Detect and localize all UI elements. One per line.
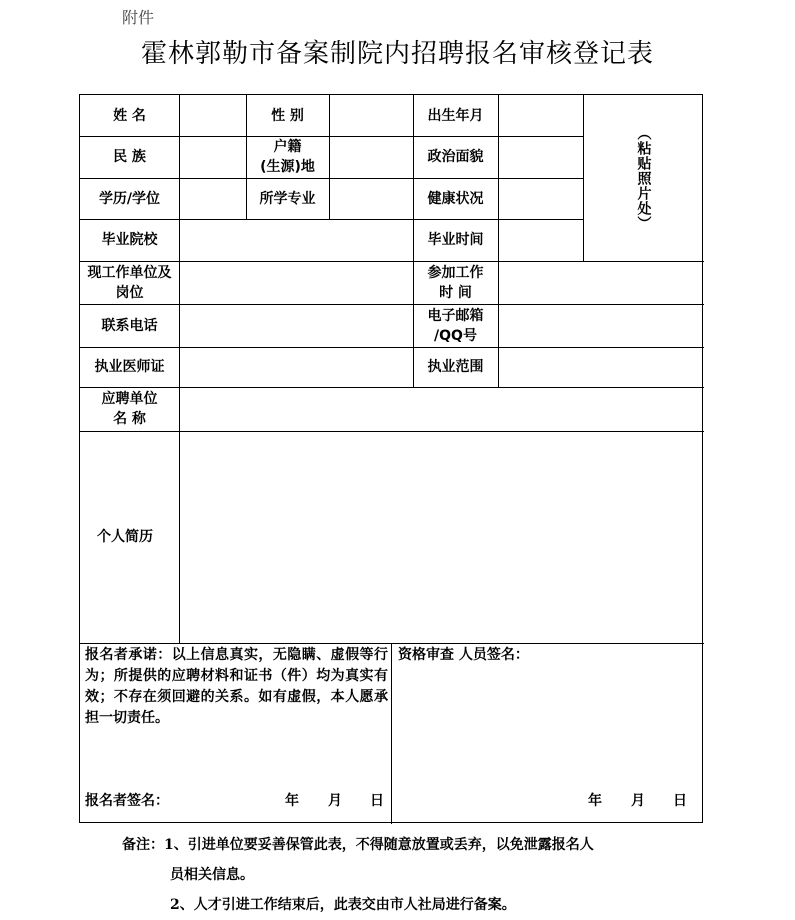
pledge-text: 报名者承诺：以上信息真实，无隐瞒、虚假等行为；所提供的应聘材料和证书（件）均为真实有效；不存在须回避的关系。如有虚假，本人愿承担一切责任。 [85,647,388,726]
email-label: 电子邮箱 /QQ号 [427,307,484,344]
review-date-day: 日 [673,793,687,809]
applicant-date-year: 年 [285,793,299,809]
note-line-1: 备注：1、引进单位要妥善保管此表，不得随意放置或丢弃，以免泄露报名人 [122,837,594,853]
birth-field[interactable] [498,95,583,136]
attachment-label: 附件 [122,8,155,27]
major-field[interactable] [329,178,413,219]
education-field[interactable] [179,178,246,219]
scope-label: 执业范围 [427,359,484,375]
photo-placeholder[interactable] [583,95,704,261]
hukou-label: 户籍 (生源)地 [260,139,315,175]
resume-field[interactable] [179,431,704,643]
current-job-field[interactable] [179,261,413,304]
license-label: 执业医师证 [94,359,165,375]
ethnicity-field[interactable] [179,136,246,178]
health-label: 健康状况 [427,190,484,207]
applicant-date-month: 月 [328,793,342,809]
page-title: 霍林郭勒市备案制院内招聘报名审核登记表 [140,39,654,69]
review-date-month: 月 [631,793,645,809]
health-field[interactable] [498,178,583,219]
resume-label: 个人简历 [97,529,153,545]
hukou-field[interactable] [329,136,413,178]
gender-label: 性 别 [271,107,304,124]
name-label: 姓 名 [113,107,146,124]
review-signature-label: 资格审查 人员签名： [398,647,529,663]
major-label: 所学专业 [259,190,316,207]
note-line-3: 2、人才引进工作结束后，此表交由市人社局进行备案。 [170,897,516,913]
email-field[interactable] [498,304,704,347]
school-label: 毕业院校 [101,232,158,248]
review-date-year: 年 [588,793,602,809]
political-field[interactable] [498,136,583,178]
scope-field[interactable] [498,347,704,387]
birth-label: 出生年月 [427,107,484,124]
registration-form [79,94,703,823]
phone-field[interactable] [179,304,413,347]
apply-unit-label: 应聘单位 名 称 [101,391,158,427]
license-field[interactable] [179,347,413,387]
applicant-date-day: 日 [370,793,384,809]
phone-label: 联系电话 [101,317,158,334]
work-start-label: 参加工作 时 间 [427,264,484,301]
political-label: 政治面貌 [427,149,484,165]
grad-time-label: 毕业时间 [427,232,484,248]
gender-field[interactable] [329,95,413,136]
current-job-label: 现工作单位及 岗位 [87,264,172,301]
ethnicity-label: 民 族 [113,149,146,165]
applicant-signature-label: 报名者签名： [85,793,169,809]
note-line-2: 员相关信息。 [170,867,254,883]
name-field[interactable] [179,95,246,136]
school-field[interactable] [179,219,413,261]
notes [122,830,594,920]
grad-time-field[interactable] [498,219,583,261]
education-label: 学历/学位 [98,190,161,207]
photo-label: （粘贴照片处） [635,125,652,231]
work-start-field[interactable] [498,261,704,304]
apply-unit-field[interactable] [179,387,704,431]
